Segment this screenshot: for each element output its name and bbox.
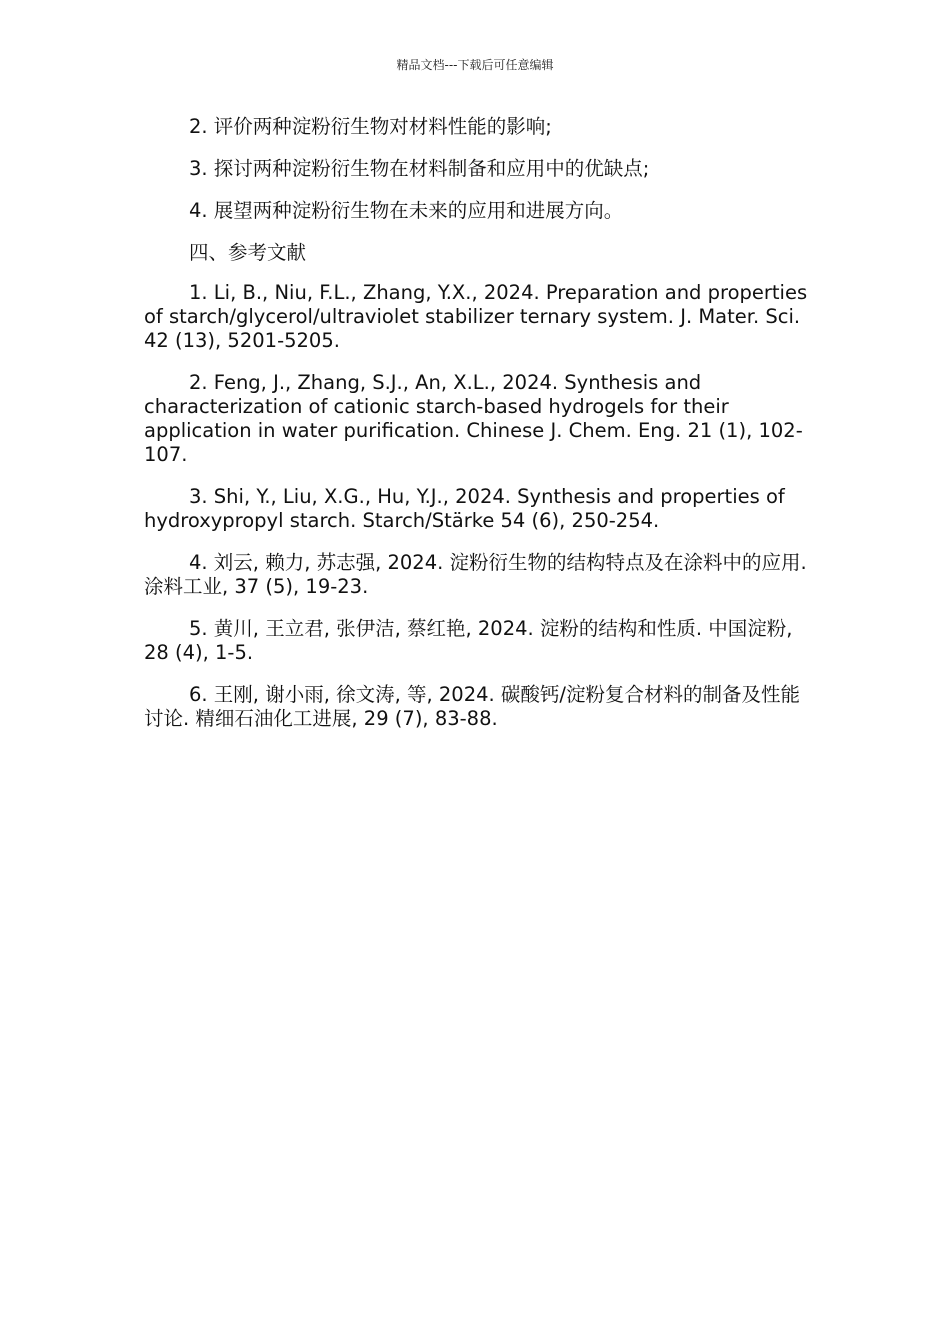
reference-item-4: 4. 刘云, 赖力, 苏志强, 2024. 淀粉衍生物的结构特点及在涂料中的应用. 涂料工业, 37 (5), 19-23. [144, 551, 807, 598]
objective-item-3: 3. 探讨两种淀粉衍生物在材料制备和应用中的优缺点; [189, 157, 650, 180]
reference-item-3: 3. Shi, Y., Liu, X.G., Hu, Y.J., 2024. Synthesis and properties of hydroxypropyl starch. Starch/Stärke 54 (6), 250-254. [144, 485, 785, 532]
document-body [144, 115, 808, 749]
reference-item-2: 2. Feng, J., Zhang, S.J., An, X.L., 2024. Synthesis and characterization of cationic starch-based hydrogels for their application in water purification. Chinese J. Chem. Eng. 21 (1), 102-107. [144, 371, 803, 466]
objective-item-2: 2. 评价两种淀粉衍生物对材料性能的影响; [189, 115, 552, 138]
reference-item-6: 6. 王刚, 谢小雨, 徐文涛, 等, 2024. 碳酸钙/淀粉复合材料的制备及性能讨论. 精细石油化工进展, 29 (7), 83-88. [144, 683, 800, 730]
page-header: 精品文档---下载后可任意编辑 [396, 58, 554, 72]
references-heading: 四、参考文献 [189, 241, 307, 264]
reference-item-5: 5. 黄川, 王立君, 张伊洁, 蔡红艳, 2024. 淀粉的结构和性质. 中国淀粉, 28 (4), 1-5. [144, 617, 793, 664]
reference-item-1: 1. Li, B., Niu, F.L., Zhang, Y.X., 2024. Preparation and properties of starch/glycerol/ultraviolet stabilizer ternary system. J. Mater. Sci. 42 (13), 5201-5205. [144, 281, 808, 352]
objective-item-4: 4. 展望两种淀粉衍生物在未来的应用和进展方向。 [189, 199, 624, 222]
